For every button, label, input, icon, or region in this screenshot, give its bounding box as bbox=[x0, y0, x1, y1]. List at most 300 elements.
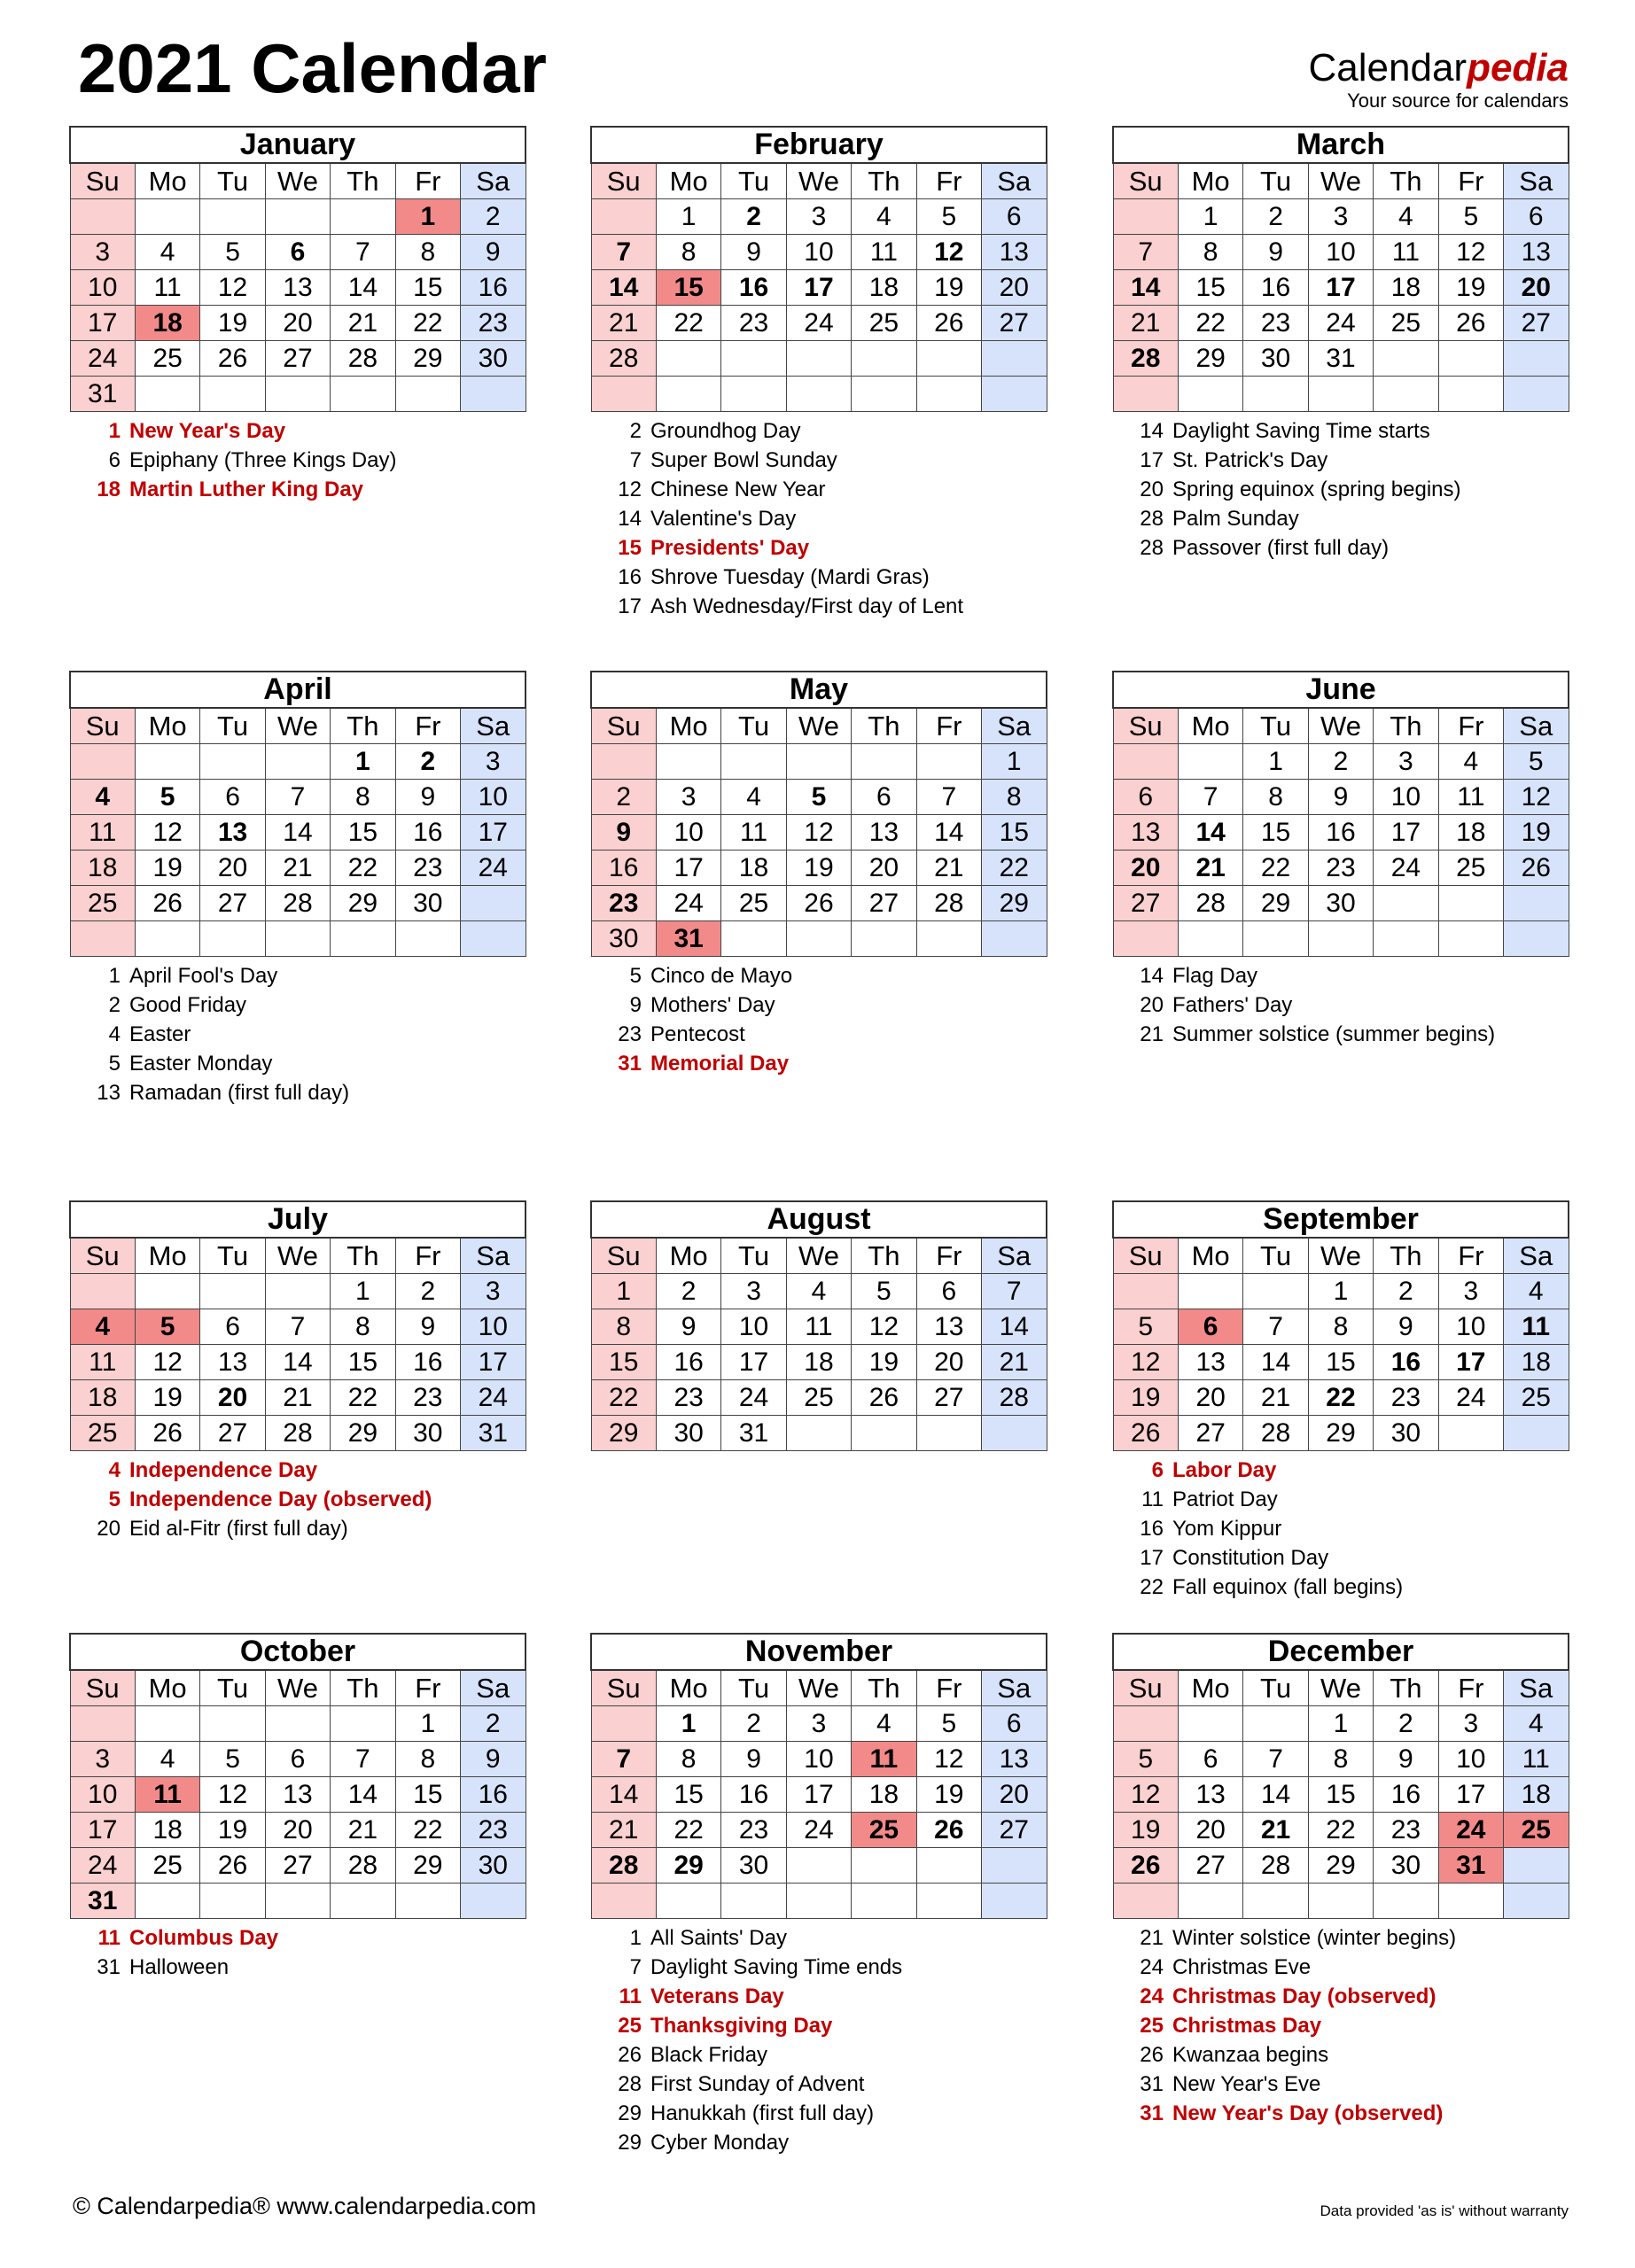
day-cell: 24 bbox=[1374, 850, 1438, 886]
day-cell: 31 bbox=[70, 1884, 135, 1919]
week-row bbox=[1113, 1848, 1569, 1884]
holiday-name: Palm Sunday bbox=[1172, 507, 1299, 531]
day-cell: 9 bbox=[721, 1742, 786, 1777]
empty-day-cell bbox=[1243, 1884, 1308, 1919]
day-cell: 11 bbox=[852, 1742, 916, 1777]
empty-day-cell bbox=[591, 377, 656, 412]
day-cell: 31 bbox=[656, 921, 720, 957]
week-row bbox=[591, 1380, 1047, 1416]
logo-tagline: Your source for calendars bbox=[1347, 89, 1569, 112]
holiday-name: Memorial Day bbox=[650, 1052, 790, 1076]
holiday-item bbox=[1117, 1923, 1569, 1953]
day-cell: 9 bbox=[1374, 1309, 1438, 1345]
empty-day-cell bbox=[331, 921, 395, 957]
month-october bbox=[69, 1633, 526, 1982]
day-cell: 27 bbox=[1113, 886, 1178, 921]
empty-day-cell bbox=[786, 1884, 851, 1919]
week-row bbox=[591, 235, 1047, 270]
day-cell: 11 bbox=[1504, 1309, 1569, 1345]
day-cell: 23 bbox=[591, 886, 656, 921]
week-row bbox=[70, 341, 526, 377]
empty-day-cell bbox=[1374, 1884, 1438, 1919]
day-cell: 25 bbox=[852, 306, 916, 341]
empty-day-cell bbox=[70, 744, 135, 780]
day-cell: 15 bbox=[591, 1345, 656, 1380]
weekday-header: Sa bbox=[461, 163, 526, 199]
day-cell: 24 bbox=[721, 1380, 786, 1416]
empty-day-cell bbox=[852, 1884, 916, 1919]
weekday-header: Su bbox=[70, 163, 135, 199]
day-cell: 14 bbox=[265, 1345, 330, 1380]
day-cell: 27 bbox=[265, 341, 330, 377]
day-cell: 6 bbox=[1504, 199, 1569, 235]
weekday-header: Tu bbox=[1243, 1238, 1308, 1274]
empty-day-cell bbox=[200, 199, 265, 235]
weekday-header: Mo bbox=[1178, 163, 1242, 199]
empty-day-cell bbox=[721, 341, 786, 377]
day-cell: 1 bbox=[331, 744, 395, 780]
empty-day-cell bbox=[461, 921, 526, 957]
weekday-header: Tu bbox=[200, 163, 265, 199]
day-cell: 11 bbox=[70, 815, 135, 850]
day-cell: 11 bbox=[786, 1309, 851, 1345]
month-grid bbox=[69, 1633, 526, 1919]
weekday-header: Su bbox=[591, 708, 656, 744]
holiday-name: Labor Day bbox=[1172, 1458, 1277, 1482]
weekday-header: Th bbox=[331, 708, 395, 744]
day-cell: 2 bbox=[1243, 199, 1308, 235]
week-row bbox=[70, 921, 526, 957]
day-cell: 15 bbox=[331, 1345, 395, 1380]
day-cell: 19 bbox=[200, 1813, 265, 1848]
weekday-header: Fr bbox=[395, 1238, 460, 1274]
day-cell: 28 bbox=[1113, 341, 1178, 377]
holiday-item bbox=[596, 1923, 1047, 1953]
empty-day-cell bbox=[982, 1884, 1047, 1919]
empty-day-cell bbox=[721, 1884, 786, 1919]
holiday-item bbox=[1117, 2070, 1569, 2099]
holiday-name: Independence Day (observed) bbox=[129, 1487, 432, 1511]
weekday-header: Su bbox=[1113, 708, 1178, 744]
day-cell: 15 bbox=[656, 1777, 720, 1813]
day-cell: 27 bbox=[916, 1380, 981, 1416]
weekday-header: Mo bbox=[135, 1670, 199, 1706]
weekday-header: Mo bbox=[1178, 708, 1242, 744]
empty-day-cell bbox=[1113, 1884, 1178, 1919]
week-row bbox=[591, 1813, 1047, 1848]
week-row bbox=[591, 815, 1047, 850]
weekday-header: Tu bbox=[721, 163, 786, 199]
day-cell: 23 bbox=[395, 1380, 460, 1416]
month-grid bbox=[590, 126, 1047, 412]
day-cell: 22 bbox=[395, 1813, 460, 1848]
week-row bbox=[1113, 1777, 1569, 1813]
week-row bbox=[70, 1309, 526, 1345]
day-cell: 24 bbox=[786, 306, 851, 341]
day-cell: 20 bbox=[1178, 1380, 1242, 1416]
day-cell: 26 bbox=[1113, 1416, 1178, 1451]
holiday-name: Christmas Eve bbox=[1172, 1955, 1312, 1979]
holiday-day: 11 bbox=[1141, 1487, 1164, 1511]
day-cell: 6 bbox=[200, 1309, 265, 1345]
week-row bbox=[70, 1345, 526, 1380]
day-cell: 1 bbox=[1243, 744, 1308, 780]
day-cell: 1 bbox=[591, 1274, 656, 1309]
holiday-item bbox=[1117, 1953, 1569, 1982]
holiday-item bbox=[74, 1514, 526, 1543]
day-cell: 21 bbox=[265, 850, 330, 886]
day-cell: 7 bbox=[982, 1274, 1047, 1309]
day-cell: 17 bbox=[1374, 815, 1438, 850]
day-cell: 5 bbox=[1113, 1742, 1178, 1777]
week-row bbox=[591, 1884, 1047, 1919]
holiday-day: 4 bbox=[108, 1022, 121, 1046]
day-cell: 22 bbox=[395, 306, 460, 341]
day-cell: 25 bbox=[852, 1813, 916, 1848]
day-cell: 11 bbox=[1374, 235, 1438, 270]
holiday-list bbox=[1112, 1923, 1569, 2128]
week-row bbox=[591, 199, 1047, 235]
week-row bbox=[1113, 780, 1569, 815]
holiday-item bbox=[74, 1020, 526, 1049]
day-cell: 27 bbox=[1178, 1848, 1242, 1884]
day-cell: 19 bbox=[1504, 815, 1569, 850]
day-cell: 12 bbox=[135, 815, 199, 850]
day-cell: 2 bbox=[656, 1274, 720, 1309]
holiday-item bbox=[596, 961, 1047, 990]
holiday-name: Super Bowl Sunday bbox=[650, 448, 837, 472]
day-cell: 20 bbox=[265, 306, 330, 341]
weekday-header: We bbox=[265, 163, 330, 199]
holiday-day: 31 bbox=[1140, 2101, 1164, 2125]
holiday-name: Veterans Day bbox=[650, 1984, 784, 2008]
day-cell: 13 bbox=[852, 815, 916, 850]
holiday-day: 24 bbox=[1140, 1955, 1164, 1979]
day-cell: 23 bbox=[395, 850, 460, 886]
week-row bbox=[70, 377, 526, 412]
empty-day-cell bbox=[916, 1416, 981, 1451]
day-cell: 27 bbox=[1504, 306, 1569, 341]
empty-day-cell bbox=[1113, 921, 1178, 957]
day-cell: 21 bbox=[591, 306, 656, 341]
day-cell: 28 bbox=[1243, 1848, 1308, 1884]
week-row bbox=[70, 1813, 526, 1848]
empty-day-cell bbox=[786, 1416, 851, 1451]
day-cell: 3 bbox=[1438, 1706, 1503, 1742]
day-cell: 27 bbox=[852, 886, 916, 921]
day-cell: 28 bbox=[265, 1416, 330, 1451]
day-cell: 21 bbox=[916, 850, 981, 886]
day-cell: 14 bbox=[591, 1777, 656, 1813]
weekday-header: Sa bbox=[461, 1238, 526, 1274]
day-cell: 9 bbox=[461, 235, 526, 270]
empty-day-cell bbox=[1178, 1274, 1242, 1309]
day-cell: 12 bbox=[200, 270, 265, 306]
day-cell: 12 bbox=[1504, 780, 1569, 815]
day-cell: 4 bbox=[852, 199, 916, 235]
day-cell: 17 bbox=[656, 850, 720, 886]
day-cell: 18 bbox=[1504, 1777, 1569, 1813]
day-cell: 22 bbox=[1178, 306, 1242, 341]
day-cell: 23 bbox=[656, 1380, 720, 1416]
day-cell: 19 bbox=[916, 270, 981, 306]
holiday-day: 31 bbox=[97, 1955, 121, 1979]
day-cell: 27 bbox=[1178, 1416, 1242, 1451]
holiday-item bbox=[74, 1049, 526, 1078]
week-row bbox=[70, 1706, 526, 1742]
day-cell: 10 bbox=[1438, 1309, 1503, 1345]
day-cell: 13 bbox=[1178, 1777, 1242, 1813]
day-cell: 30 bbox=[1308, 886, 1373, 921]
holiday-name: Constitution Day bbox=[1172, 1546, 1329, 1570]
empty-day-cell bbox=[916, 1848, 981, 1884]
day-cell: 26 bbox=[200, 1848, 265, 1884]
holiday-item bbox=[1117, 2099, 1569, 2128]
day-cell: 25 bbox=[721, 886, 786, 921]
empty-day-cell bbox=[265, 1274, 330, 1309]
holiday-item bbox=[596, 2040, 1047, 2070]
holiday-name: Fall equinox (fall begins) bbox=[1172, 1575, 1404, 1599]
day-cell: 11 bbox=[135, 1777, 199, 1813]
holiday-item bbox=[596, 2099, 1047, 2128]
day-cell: 16 bbox=[1374, 1345, 1438, 1380]
weekday-header: Mo bbox=[135, 708, 199, 744]
empty-day-cell bbox=[461, 377, 526, 412]
holiday-name: Halloween bbox=[129, 1955, 230, 1979]
holiday-item bbox=[596, 592, 1047, 621]
month-name: November bbox=[591, 1634, 1047, 1670]
holiday-item bbox=[1117, 990, 1569, 1020]
holiday-name: Good Friday bbox=[129, 993, 247, 1017]
day-cell: 9 bbox=[1374, 1742, 1438, 1777]
empty-day-cell bbox=[1243, 1706, 1308, 1742]
empty-day-cell bbox=[591, 199, 656, 235]
week-row bbox=[1113, 1380, 1569, 1416]
week-row bbox=[1113, 235, 1569, 270]
weekday-header: Sa bbox=[1504, 1238, 1569, 1274]
day-cell: 13 bbox=[1113, 815, 1178, 850]
week-row bbox=[1113, 886, 1569, 921]
day-cell: 20 bbox=[1178, 1813, 1242, 1848]
weekday-header: We bbox=[1308, 163, 1373, 199]
day-cell: 22 bbox=[1308, 1380, 1373, 1416]
month-name: March bbox=[1113, 127, 1569, 163]
holiday-item bbox=[596, 504, 1047, 533]
week-row bbox=[591, 1274, 1047, 1309]
day-cell: 5 bbox=[916, 199, 981, 235]
day-cell: 5 bbox=[135, 1309, 199, 1345]
weekday-header: Tu bbox=[1243, 1670, 1308, 1706]
day-cell: 9 bbox=[395, 780, 460, 815]
month-january bbox=[69, 126, 526, 504]
empty-day-cell bbox=[1374, 341, 1438, 377]
day-cell: 30 bbox=[721, 1848, 786, 1884]
weekday-header: Su bbox=[70, 708, 135, 744]
holiday-day: 18 bbox=[97, 478, 121, 501]
day-cell: 18 bbox=[852, 270, 916, 306]
holiday-name: Independence Day bbox=[129, 1458, 318, 1482]
day-cell: 28 bbox=[916, 886, 981, 921]
day-cell: 14 bbox=[1113, 270, 1178, 306]
week-row bbox=[591, 1309, 1047, 1345]
empty-day-cell bbox=[200, 377, 265, 412]
day-cell: 25 bbox=[1374, 306, 1438, 341]
day-cell: 21 bbox=[1113, 306, 1178, 341]
day-cell: 3 bbox=[1308, 199, 1373, 235]
day-cell: 7 bbox=[1243, 1309, 1308, 1345]
holiday-item bbox=[1117, 1456, 1569, 1485]
holiday-list bbox=[590, 961, 1047, 1078]
empty-day-cell bbox=[916, 377, 981, 412]
holiday-day: 24 bbox=[1140, 1984, 1164, 2008]
empty-day-cell bbox=[1178, 1884, 1242, 1919]
holiday-name: Martin Luther King Day bbox=[129, 478, 364, 501]
day-cell: 13 bbox=[265, 270, 330, 306]
holiday-item bbox=[596, 1953, 1047, 1982]
footer-disclaimer: Data provided 'as is' without warranty bbox=[1320, 2202, 1569, 2219]
holiday-item bbox=[596, 1049, 1047, 1078]
day-cell: 10 bbox=[786, 1742, 851, 1777]
week-row bbox=[70, 306, 526, 341]
week-row bbox=[1113, 1345, 1569, 1380]
day-cell: 18 bbox=[135, 1813, 199, 1848]
day-cell: 6 bbox=[982, 199, 1047, 235]
day-cell: 6 bbox=[982, 1706, 1047, 1742]
day-cell: 15 bbox=[331, 815, 395, 850]
day-cell: 16 bbox=[1374, 1777, 1438, 1813]
day-cell: 29 bbox=[1243, 886, 1308, 921]
holiday-name: All Saints' Day bbox=[650, 1926, 787, 1950]
holiday-name: Cinco de Mayo bbox=[650, 964, 793, 988]
empty-day-cell bbox=[331, 199, 395, 235]
day-cell: 17 bbox=[786, 270, 851, 306]
day-cell: 23 bbox=[1308, 850, 1373, 886]
month-name: August bbox=[591, 1201, 1047, 1238]
day-cell: 7 bbox=[331, 1742, 395, 1777]
week-row bbox=[70, 886, 526, 921]
weekday-header: Su bbox=[591, 1670, 656, 1706]
holiday-day: 16 bbox=[1140, 1517, 1164, 1541]
week-row bbox=[1113, 921, 1569, 957]
day-cell: 24 bbox=[1438, 1813, 1503, 1848]
month-june bbox=[1112, 671, 1569, 1049]
day-cell: 10 bbox=[1438, 1742, 1503, 1777]
day-cell: 21 bbox=[1243, 1380, 1308, 1416]
empty-day-cell bbox=[1178, 921, 1242, 957]
holiday-list bbox=[1112, 961, 1569, 1049]
calendarpedia-logo[interactable] bbox=[1303, 46, 1569, 112]
holiday-name: Ramadan (first full day) bbox=[129, 1081, 350, 1105]
holiday-item bbox=[596, 2128, 1047, 2157]
holiday-name: Winter solstice (winter begins) bbox=[1172, 1926, 1457, 1950]
day-cell: 4 bbox=[70, 780, 135, 815]
day-cell: 15 bbox=[1243, 815, 1308, 850]
weekday-header: Sa bbox=[982, 1238, 1047, 1274]
day-cell: 25 bbox=[786, 1380, 851, 1416]
weekday-header: We bbox=[786, 708, 851, 744]
day-cell: 17 bbox=[70, 1813, 135, 1848]
day-cell: 24 bbox=[70, 1848, 135, 1884]
day-cell: 26 bbox=[916, 306, 981, 341]
day-cell: 26 bbox=[1504, 850, 1569, 886]
empty-day-cell bbox=[1113, 1274, 1178, 1309]
day-cell: 19 bbox=[1113, 1380, 1178, 1416]
empty-day-cell bbox=[200, 744, 265, 780]
day-cell: 16 bbox=[395, 1345, 460, 1380]
holiday-name: Black Friday bbox=[650, 2043, 768, 2067]
holiday-item bbox=[1117, 416, 1569, 446]
day-cell: 7 bbox=[265, 1309, 330, 1345]
holiday-name: Spring equinox (spring begins) bbox=[1172, 478, 1461, 501]
empty-day-cell bbox=[461, 886, 526, 921]
empty-day-cell bbox=[1113, 377, 1178, 412]
day-cell: 23 bbox=[1374, 1380, 1438, 1416]
day-cell: 12 bbox=[1113, 1777, 1178, 1813]
day-cell: 20 bbox=[852, 850, 916, 886]
day-cell: 25 bbox=[70, 886, 135, 921]
day-cell: 7 bbox=[265, 780, 330, 815]
empty-day-cell bbox=[1178, 377, 1242, 412]
holiday-item bbox=[74, 961, 526, 990]
holiday-day: 28 bbox=[618, 2072, 642, 2096]
holiday-name: Fathers' Day bbox=[1172, 993, 1293, 1017]
week-row bbox=[591, 1345, 1047, 1380]
empty-day-cell bbox=[916, 744, 981, 780]
empty-day-cell bbox=[331, 1884, 395, 1919]
day-cell: 16 bbox=[395, 815, 460, 850]
day-cell: 28 bbox=[591, 1848, 656, 1884]
holiday-day: 31 bbox=[1140, 2072, 1164, 2096]
month-name: July bbox=[70, 1201, 526, 1238]
holiday-name: Passover (first full day) bbox=[1172, 536, 1390, 560]
holiday-name: Shrove Tuesday (Mardi Gras) bbox=[650, 565, 930, 589]
day-cell: 8 bbox=[395, 1742, 460, 1777]
holiday-day: 2 bbox=[629, 419, 642, 443]
holiday-name: Kwanzaa begins bbox=[1172, 2043, 1329, 2067]
holiday-day: 20 bbox=[1140, 993, 1164, 1017]
holiday-name: Daylight Saving Time starts bbox=[1172, 419, 1430, 443]
weekday-header: Su bbox=[70, 1238, 135, 1274]
day-cell: 18 bbox=[70, 1380, 135, 1416]
day-cell: 4 bbox=[70, 1309, 135, 1345]
footer-copyright[interactable]: © Calendarpedia® www.calendarpedia.com bbox=[73, 2193, 537, 2219]
holiday-name: Mothers' Day bbox=[650, 993, 775, 1017]
weekday-header: Su bbox=[1113, 1670, 1178, 1706]
day-cell: 8 bbox=[1308, 1742, 1373, 1777]
weekday-header: Th bbox=[1374, 163, 1438, 199]
empty-day-cell bbox=[1438, 886, 1503, 921]
day-cell: 1 bbox=[656, 199, 720, 235]
week-row bbox=[591, 341, 1047, 377]
holiday-day: 6 bbox=[108, 448, 121, 472]
day-cell: 17 bbox=[70, 306, 135, 341]
day-cell: 2 bbox=[721, 199, 786, 235]
day-cell: 15 bbox=[656, 270, 720, 306]
day-cell: 18 bbox=[852, 1777, 916, 1813]
weekday-header: Th bbox=[1374, 1670, 1438, 1706]
holiday-name: Presidents' Day bbox=[650, 536, 810, 560]
weekday-header: Fr bbox=[395, 708, 460, 744]
month-grid bbox=[1112, 671, 1569, 957]
day-cell: 19 bbox=[135, 1380, 199, 1416]
day-cell: 7 bbox=[331, 235, 395, 270]
empty-day-cell bbox=[656, 1884, 720, 1919]
empty-day-cell bbox=[331, 377, 395, 412]
holiday-day: 26 bbox=[618, 2043, 642, 2067]
day-cell: 29 bbox=[1178, 341, 1242, 377]
week-row bbox=[591, 1416, 1047, 1451]
holiday-name: Ash Wednesday/First day of Lent bbox=[650, 594, 964, 618]
